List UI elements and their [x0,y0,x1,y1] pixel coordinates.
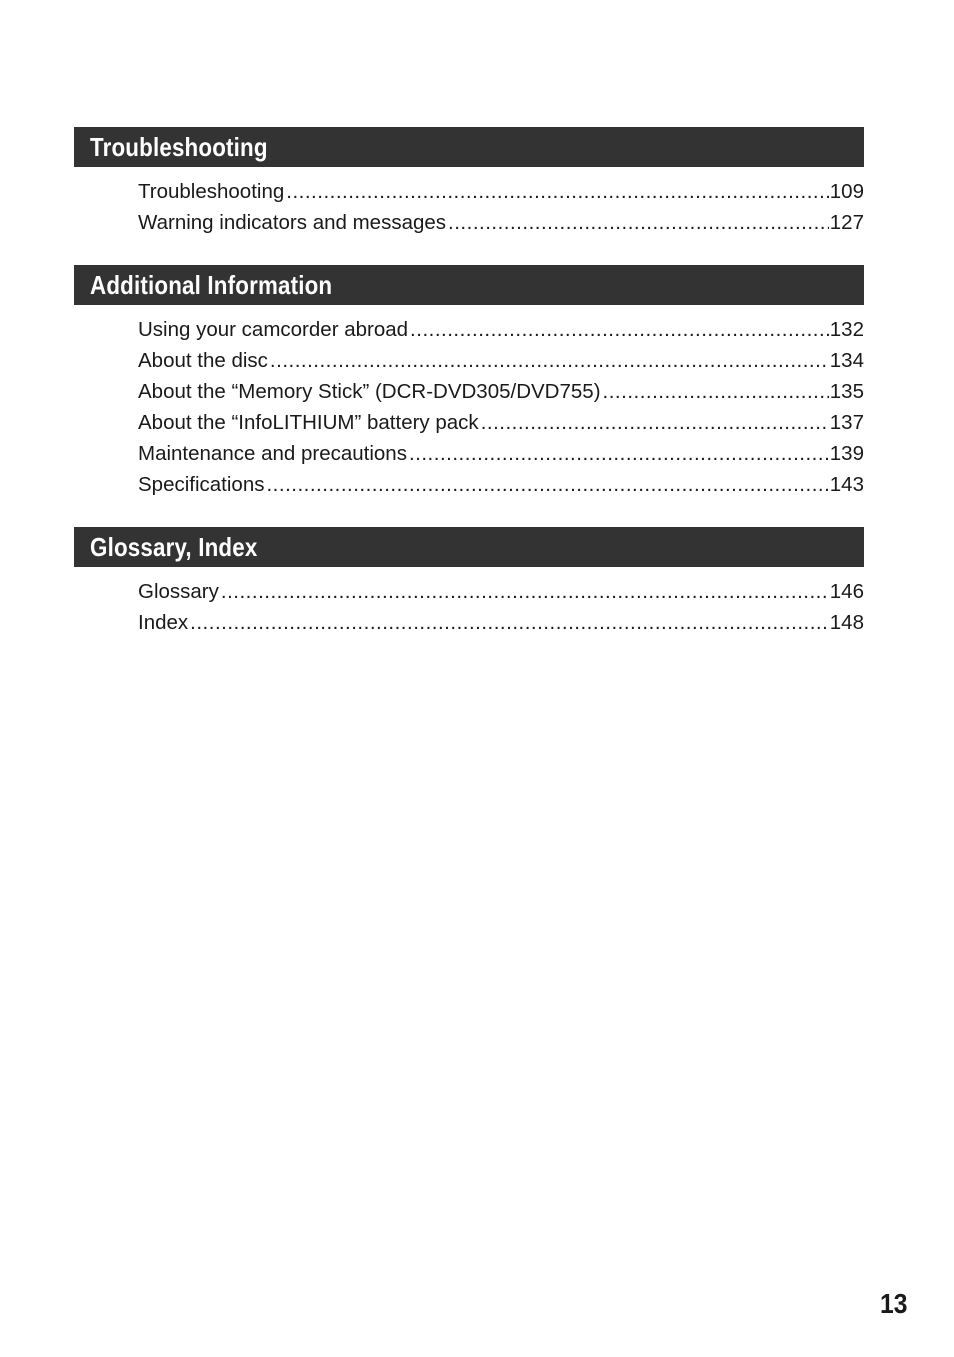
entry-title: Glossary [138,580,219,603]
toc-entry-warning-indicators[interactable] [138,207,864,238]
section-entries [74,314,864,500]
dot-leader [481,407,829,438]
entry-page-number: 134 [829,349,864,372]
toc-entry-memory-stick[interactable] [138,376,864,407]
entry-page-number: 132 [829,318,864,341]
dot-leader [448,207,829,238]
section-header [74,265,864,305]
toc-entry-index[interactable] [138,607,864,638]
dot-leader [410,314,829,345]
section-troubleshooting [74,127,864,238]
section-glossary-index [74,527,864,638]
section-header [74,527,864,567]
dot-leader [221,576,829,607]
section-entries [74,176,864,238]
toc-entry-camcorder-abroad[interactable] [138,314,864,345]
entry-page-number: 146 [829,580,864,603]
entry-title: Using your camcorder abroad [138,318,409,341]
dot-leader [266,469,828,500]
entry-page-number: 135 [829,380,864,403]
entry-title: About the “InfoLITHIUM” battery pack [138,411,479,434]
entry-title: About the disc [138,349,268,372]
entry-title: Troubleshooting [138,180,285,203]
section-entries [74,576,864,638]
section-title: Troubleshooting [90,131,268,162]
section-title: Glossary, Index [90,531,258,562]
entry-page-number: 127 [829,211,864,234]
page-number: 13 [880,1288,908,1319]
entry-page-number: 139 [829,442,864,465]
entry-page-number: 148 [829,611,864,634]
dot-leader [190,607,829,638]
section-additional-information [74,265,864,500]
toc-entry-maintenance[interactable] [138,438,864,469]
entry-page-number: 137 [829,411,864,434]
toc-entry-troubleshooting[interactable] [138,176,864,207]
toc-entry-about-disc[interactable] [138,345,864,376]
entry-page-number: 143 [829,473,864,496]
dot-leader [286,176,829,207]
entry-title: Warning indicators and messages [138,211,447,234]
dot-leader [603,376,829,407]
entry-page-number: 109 [829,180,864,203]
section-header [74,127,864,167]
dot-leader [409,438,829,469]
table-of-contents [74,127,864,665]
toc-entry-glossary[interactable] [138,576,864,607]
toc-entry-specifications[interactable] [138,469,864,500]
toc-entry-infolithium[interactable] [138,407,864,438]
dot-leader [270,345,829,376]
entry-title: About the “Memory Stick” (DCR-DVD305/DVD755) [138,380,601,403]
entry-title: Index [138,611,189,634]
entry-title: Specifications [138,473,265,496]
entry-title: Maintenance and precautions [138,442,407,465]
section-title: Additional Information [90,269,333,300]
